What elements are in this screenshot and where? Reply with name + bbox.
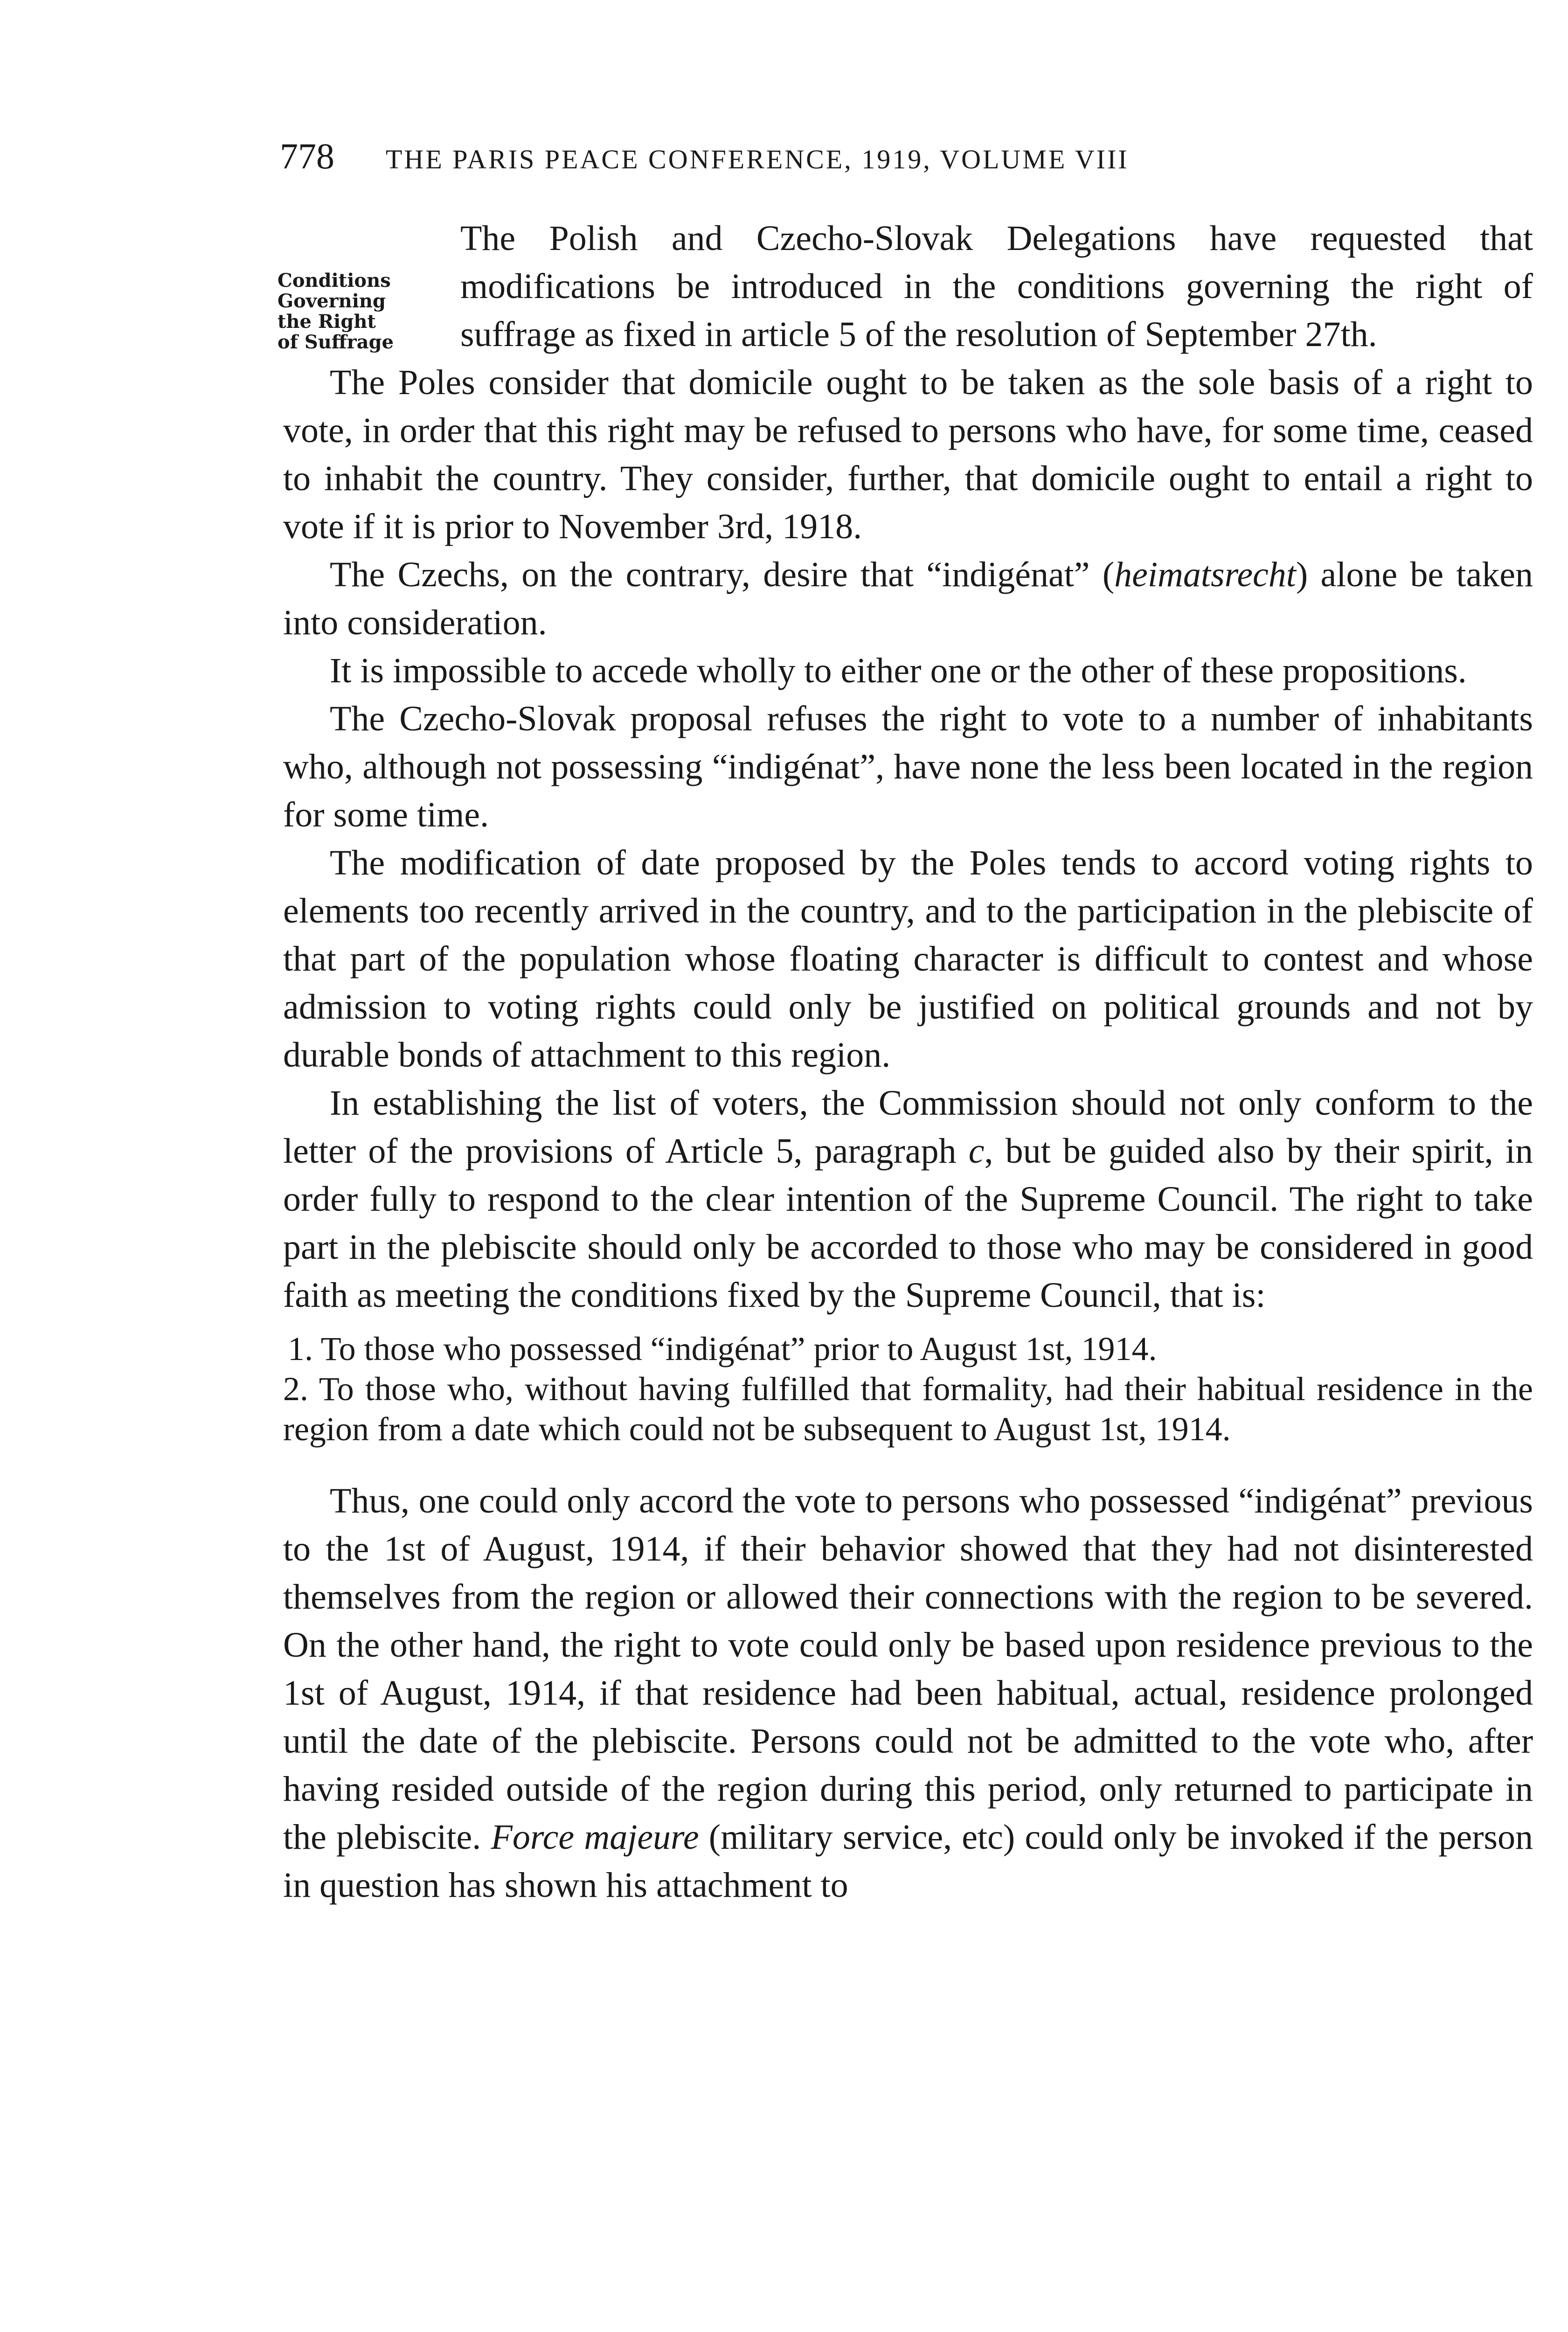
paragraph: The Czecho-Slovak proposal refuses the right to vote to a number of inhabitants who, although not possessing “indigénat”, have none the less been located in the region for some time. [283,699,1533,834]
running-head: THE PARIS PEACE CONFERENCE, 1919, VOLUME VIII [386,144,1129,174]
paragraph-text: The Czechs, on the contrary, desire that “indigénat” ( [330,555,1115,594]
page-header [280,135,1539,177]
paragraph: The Poles consider that domicile ought to be taken as the sole basis of a right to vote, in order that this right may be refused to persons who have, for some time, ceased to inhabit the country. They consider, further, that domicile ought to entail a right to vote if it is prior to November 3rd, 1918. [283,363,1533,546]
italic-term: heimatsrecht [1114,555,1296,594]
margin-note-line: of Suffrage [278,331,394,353]
body-text [283,215,1533,1909]
paragraph-text: In establishing the list of voters, the Commission should not only conform to the letter of the provisions of Article 5, paragraph [283,1083,1533,1171]
paragraph [283,551,1533,647]
paragraph: It is impossible to accede wholly to either one or the other of these propositions. [330,651,1467,690]
paragraph-text: , but be guided also by their spirit, in order fully to respond to the clear intention of the Supreme Council. The right to take part in the plebiscite should only be accorded to those who may be considered in good faith as meeting the conditions fixed by the Supreme Council, that is: [283,1131,1533,1315]
paragraph-text: (military service, etc) could only be invoked if the person in question has shown his attachment to [283,1818,1533,1905]
italic-term: c [968,1131,985,1171]
italic-term: Force majeure [491,1818,699,1857]
margin-note-line: Governing [278,290,386,312]
paragraph [283,1477,1533,1909]
paragraph [283,1079,1533,1319]
margin-note-line: Conditions [278,270,391,292]
page-number: 778 [280,136,334,176]
paragraph-text: ) alone be taken into consideration. [283,555,1533,642]
margin-note-line: the Right [278,311,376,333]
paragraph: The Polish and Czecho-Slovak Delegations have requested that modifications be introduced in the conditions governing the right of suffrage as fixed in article 5 of the resolution of September 27th. [460,219,1533,354]
list-item: 1. To those who possessed “indigénat” prior to August 1st, 1914. [288,1330,1157,1367]
list-item: 2. To those who, without having fulfilled that formality, had their habitual residence in the region from a date which could not be subsequent to August 1st, 1914. [283,1370,1533,1448]
paragraph-text: Thus, one could only accord the vote to persons who possessed “indigénat” previous to the 1st of August, 1914, if their behavior showed that they had not disinterested themselves from the region or allowed their connections with the region to be severed. On the other hand, the right to vote could only be based upon residence previous to the 1st of August, 1914, if that residence had been habitual, actual, residence prolonged until the date of the plebiscite. Persons could not be admitted to the vote who, after having resided outside of the region during this period, only returned to participate in the plebiscite. [283,1481,1533,1857]
paragraph: The modification of date proposed by the Poles tends to accord voting rights to elements too recently arrived in the country, and to the participation in the plebiscite of that part of the population whose floating character is difficult to contest and whose admission to voting rights could only be justified on political grounds and not by durable bonds of attachment to this region. [283,843,1533,1075]
conditions-list [283,1329,1533,1449]
